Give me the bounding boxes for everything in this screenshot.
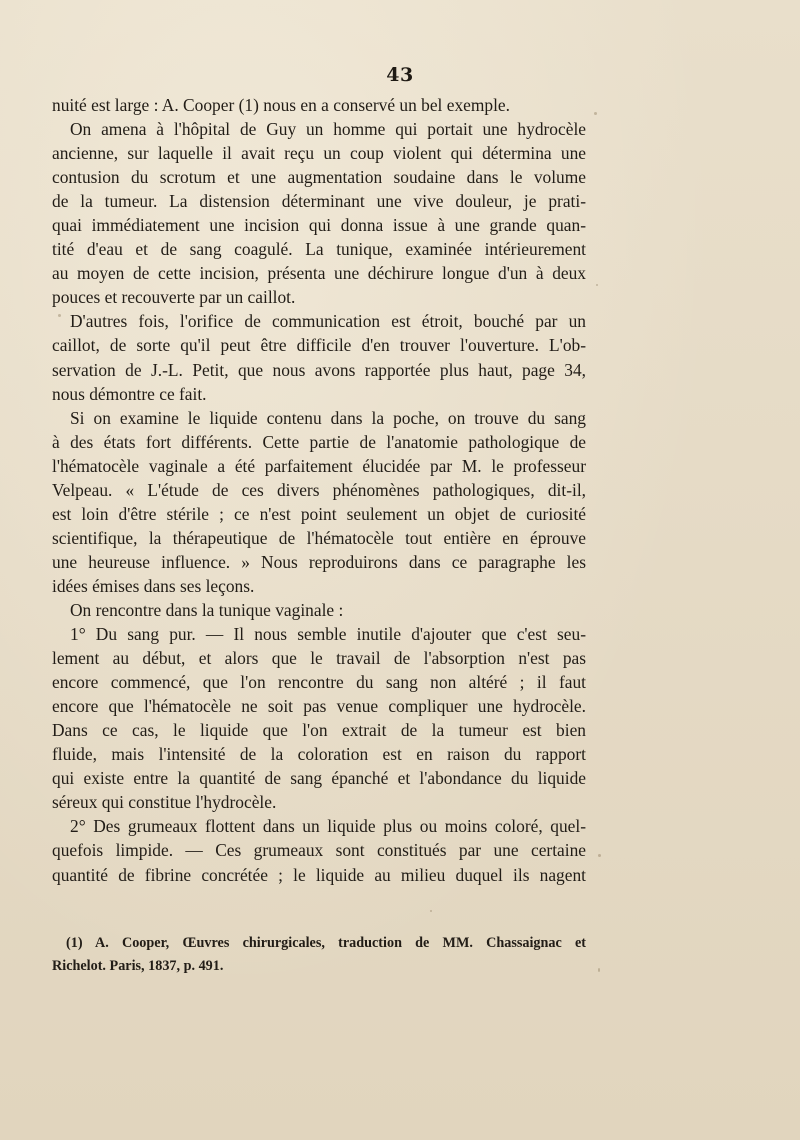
- text-line: encore que l'hématocèle ne soit pas venue compliquer une hydrocèle.: [52, 696, 586, 717]
- text-line: quantité de fibrine concrétée ; le liquide au milieu duquel ils nagent: [52, 864, 586, 885]
- text-line: ancienne, sur laquelle il avait reçu un coup violent qui détermina une: [52, 143, 586, 164]
- text-line: nous démontre ce fait.: [52, 383, 207, 404]
- page-number: 43: [386, 64, 414, 86]
- text-line: nuité est large : A. Cooper (1) nous en a conservé un bel exemple.: [52, 95, 510, 115]
- paper-speck: [598, 854, 601, 857]
- footnote-block: [52, 932, 586, 978]
- text-line: caillot, de sorte qu'il peut être difficile d'en trouver l'ouverture. L'ob-: [52, 335, 586, 356]
- text-line: D'autres fois, l'orifice de communication est étroit, bouché par un: [70, 311, 586, 332]
- text-line: à des états fort différents. Cette partie de l'anatomie pathologique de: [52, 431, 586, 452]
- text-line: tité d'eau et de sang coagulé. La tunique, examinée intérieurement: [52, 239, 586, 260]
- paper-speck: [58, 314, 61, 317]
- main-text-block: [52, 93, 586, 887]
- text-line: lement au début, et alors que le travail de l'absorption n'est pas: [52, 648, 586, 669]
- text-line: Dans ce cas, le liquide que l'on extrait de la tumeur est bien: [52, 720, 586, 741]
- text-line: de la tumeur. La distension déterminant une vive douleur, je prati-: [52, 191, 586, 212]
- text-line: au moyen de cette incision, présenta une déchirure longue d'un à deux: [52, 263, 586, 284]
- text-line: On amena à l'hôpital de Guy un homme qui portait une hydrocèle: [70, 119, 586, 140]
- text-line: encore commencé, que l'on rencontre du sang non altéré ; il faut: [52, 672, 586, 693]
- text-line: l'hématocèle vaginale a été parfaitement élucidée par M. le professeur: [52, 455, 586, 476]
- paper-speck: [594, 112, 597, 115]
- text-line: 2° Des grumeaux flottent dans un liquide plus ou moins coloré, quel-: [70, 816, 586, 837]
- paper-speck: [430, 910, 432, 912]
- text-line: est loin d'être stérile ; ce n'est point seulement un objet de curiosité: [52, 503, 586, 524]
- text-line: quai immédiatement une incision qui donna issue à une grande quan-: [52, 215, 586, 236]
- text-line: Si on examine le liquide contenu dans la poche, on trouve du sang: [70, 407, 586, 428]
- text-line: qui existe entre la quantité de sang épanché et l'abondance du liquide: [52, 768, 586, 789]
- text-line: idées émises dans ses leçons.: [52, 575, 255, 596]
- text-line: pouces et recouverte par un caillot.: [52, 287, 296, 308]
- paper-speck: [596, 284, 598, 286]
- footnote-line: Richelot. Paris, 1837, p. 491.: [52, 958, 224, 974]
- text-line: quefois limpide. — Ces grumeaux sont constitués par une certaine: [52, 840, 586, 861]
- text-line: scientifique, la thérapeutique de l'hématocèle tout entière en éprouve: [52, 527, 586, 548]
- text-line: Velpeau. « L'étude de ces divers phénomènes pathologiques, dit-il,: [52, 479, 586, 500]
- paper-speck: [598, 968, 600, 972]
- text-line: séreux qui constitue l'hydrocèle.: [52, 792, 277, 813]
- text-line: contusion du scrotum et une augmentation soudaine dans le volume: [52, 167, 586, 188]
- text-line: 1° Du sang pur. — Il nous semble inutile d'ajouter que c'est seu-: [70, 624, 586, 645]
- text-line: servation de J.-L. Petit, que nous avons rapportée plus haut, page 34,: [52, 359, 586, 380]
- text-line: une heureuse influence. » Nous reproduirons dans ce paragraphe les: [52, 551, 586, 572]
- text-line: On rencontre dans la tunique vaginale :: [70, 599, 344, 620]
- text-line: fluide, mais l'intensité de la coloration est en raison du rapport: [52, 744, 586, 765]
- footnote-line: (1) A. Cooper, Œuvres chirurgicales, traduction de MM. Chassaignac et: [66, 935, 586, 951]
